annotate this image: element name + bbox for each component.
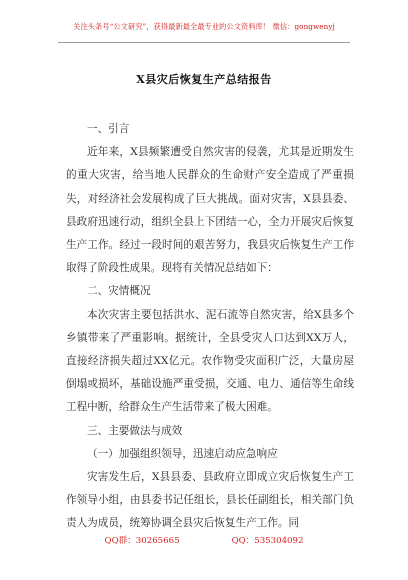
- footer-qq-contact: QQ：535304092: [231, 536, 304, 546]
- footer: [0, 534, 408, 546]
- footer-qq-group: QQ群：30265665: [104, 536, 180, 546]
- header-divider: [58, 42, 350, 43]
- document-body: [66, 118, 354, 536]
- paragraph-introduction: 近年来，X县频繁遭受自然灾害的侵袭，尤其是近期发生的重大灾害，给当地人民群众的生命财产安全造成了严重损失，对经济社会发展构成了巨大挑战。面对灾害，X县县委、县政府迅速行动，组织全县上下团结一心，全力开展灾后恢复生产工作。经过一段时间的艰苦努力，我县灾后恢复生产工作取得了阶段性成果。现将有关情况总结如下：: [66, 146, 354, 275]
- paragraph-leadership: 灾害发生后，X县县委、县政府立即成立灾后恢复生产工作领导小组，由县委书记任组长，县长任副组长，相关部门负责人为成员，统筹协调全县灾后恢复生产工作。同: [66, 471, 354, 530]
- section-heading-introduction: 一、引言: [87, 123, 130, 135]
- section-heading-measures: 三、主要做法与成效: [87, 424, 183, 437]
- document-title: X县灾后恢复生产总结报告: [136, 73, 272, 86]
- section-heading-disaster-overview: 二、灾情概况: [87, 285, 151, 298]
- paragraph-disaster-overview: 本次灾害主要包括洪水、泥石流等自然灾害，给X县多个乡镇带来了严重影响。据统计，全县受灾人口达到XX万人，直接经济损失超过XX亿元。农作物受灾面积广泛，大量房屋倒塌或损坏，基础设施严重受损，交通、电力、通信等生命线工程中断，给群众生产生活带来了极大困难。: [66, 308, 354, 414]
- header-banner: 关注头条号“公文研究”，获得最新最全最专业的公文资料库！ 微信：gongwenyj: [73, 22, 335, 31]
- subsection-heading-leadership: （一）加强组织领导，迅速启动应急响应: [87, 447, 278, 460]
